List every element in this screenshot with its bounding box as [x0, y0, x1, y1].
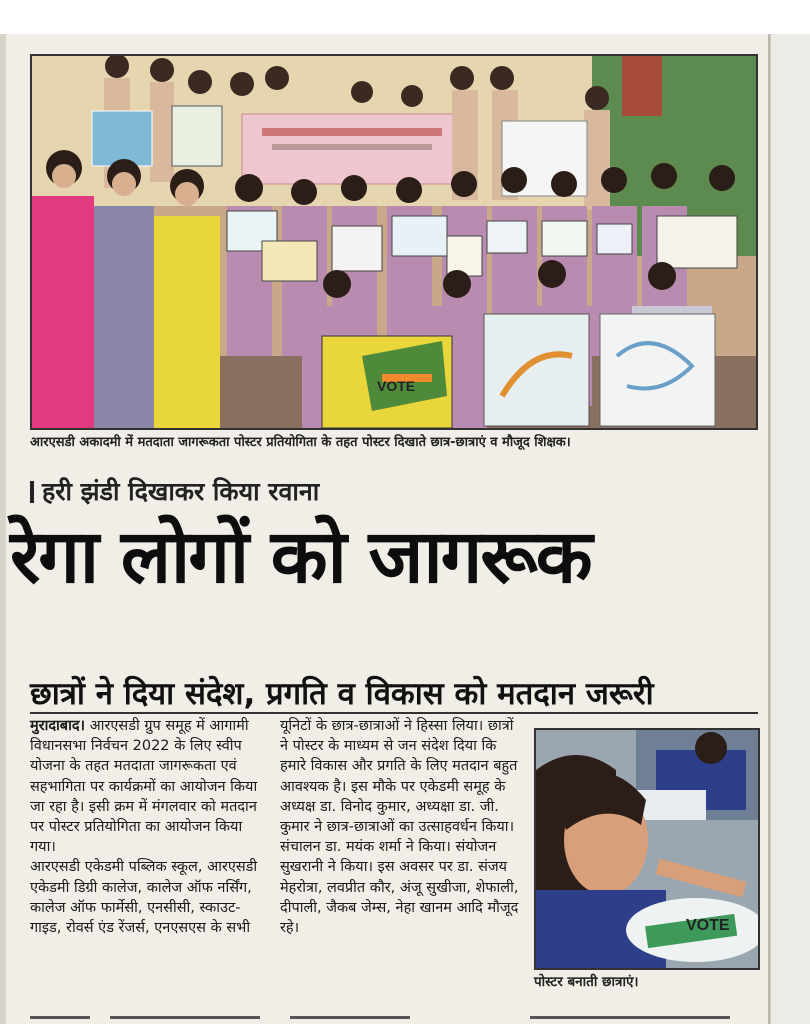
- adjacent-column-fragment: [770, 34, 810, 1024]
- article-column-2: [280, 716, 520, 938]
- kicker-text: हरी झंडी दिखाकर किया रवाना: [42, 477, 320, 506]
- main-photo: [30, 54, 758, 430]
- article-paragraph: आरएसडी ग्रुप समूह में आगामी विधानसभा निर्वचन 2022 के लिए स्वीप योजना के तहत मतदाता जागरूकता एवं सहभागिता पर कार्यक्रमों का आयोजन किया जा रहा है। इसी क्रम में मंगलवार को मतदान पर पोस्टर प्रतियोगिता का आयोजन किया गया।: [30, 718, 258, 856]
- next-article-fragment: [30, 1012, 758, 1024]
- article-paragraph: यूनिटों के छात्र-छात्राओं ने हिस्सा लिया। छात्रों ने पोस्टर के माध्यम से जन संदेश दिया कि हमारे विकास और प्रगति के लिए मतदान बहुत आवश्यक है। इस मौके पर एकेडमी समूह के अध्यक्ष डा. विनोद कुमार, अध्यक्षा डा. जी. कुमार ने छात्र-छात्राओं का उत्साहवर्धन किया। संचालन डा. मयंक शर्मा ने किया। संयोजन सुखरानी ने किया। इस अवसर पर डा. संजय मेहरोत्रा, लवप्रीत कौर, अंजू सुखीजा, शेफाली, दीपाली, जैकब जेम्स, नेहा खानम आदि मौजूद रहे।: [280, 718, 519, 937]
- top-margin: [0, 0, 810, 34]
- inset-poster-text: VOTE: [686, 917, 730, 934]
- article-paragraph: आरएसडी एकेडमी पब्लिक स्कूल, आरएसडी एकेडमी डिग्री कालेज, कालेज ऑफ नर्सिंग, कालेज ऑफ फार्मेसी, एनसीसी, स्काउट-गाइड, रोवर्स एंड रेंजर्स, एनएसएस के सभी: [30, 859, 258, 937]
- article-column-1: [30, 716, 266, 938]
- inset-photo: [534, 728, 760, 970]
- inset-caption: पोस्टर बनाती छात्राएं।: [534, 974, 639, 990]
- photo-caption: आरएसडी अकादमी में मतदाता जागरूकता पोस्टर प्रतियोगिता के तहत पोस्टर दिखाते छात्र-छात्राएं व मौजूद शिक्षक।: [30, 435, 571, 450]
- photo-poster-text: VOTE: [377, 378, 416, 394]
- subheadline: छात्रों ने दिया संदेश, प्रगति व विकास को मतदान जरूरी: [30, 676, 654, 712]
- kicker-line: [30, 474, 319, 508]
- headline: रेगा लोगों को जागरूक: [10, 514, 591, 600]
- dateline: मुरादाबाद।: [30, 718, 86, 734]
- subheadline-rule: [30, 712, 758, 714]
- left-page-edge: [0, 34, 6, 1024]
